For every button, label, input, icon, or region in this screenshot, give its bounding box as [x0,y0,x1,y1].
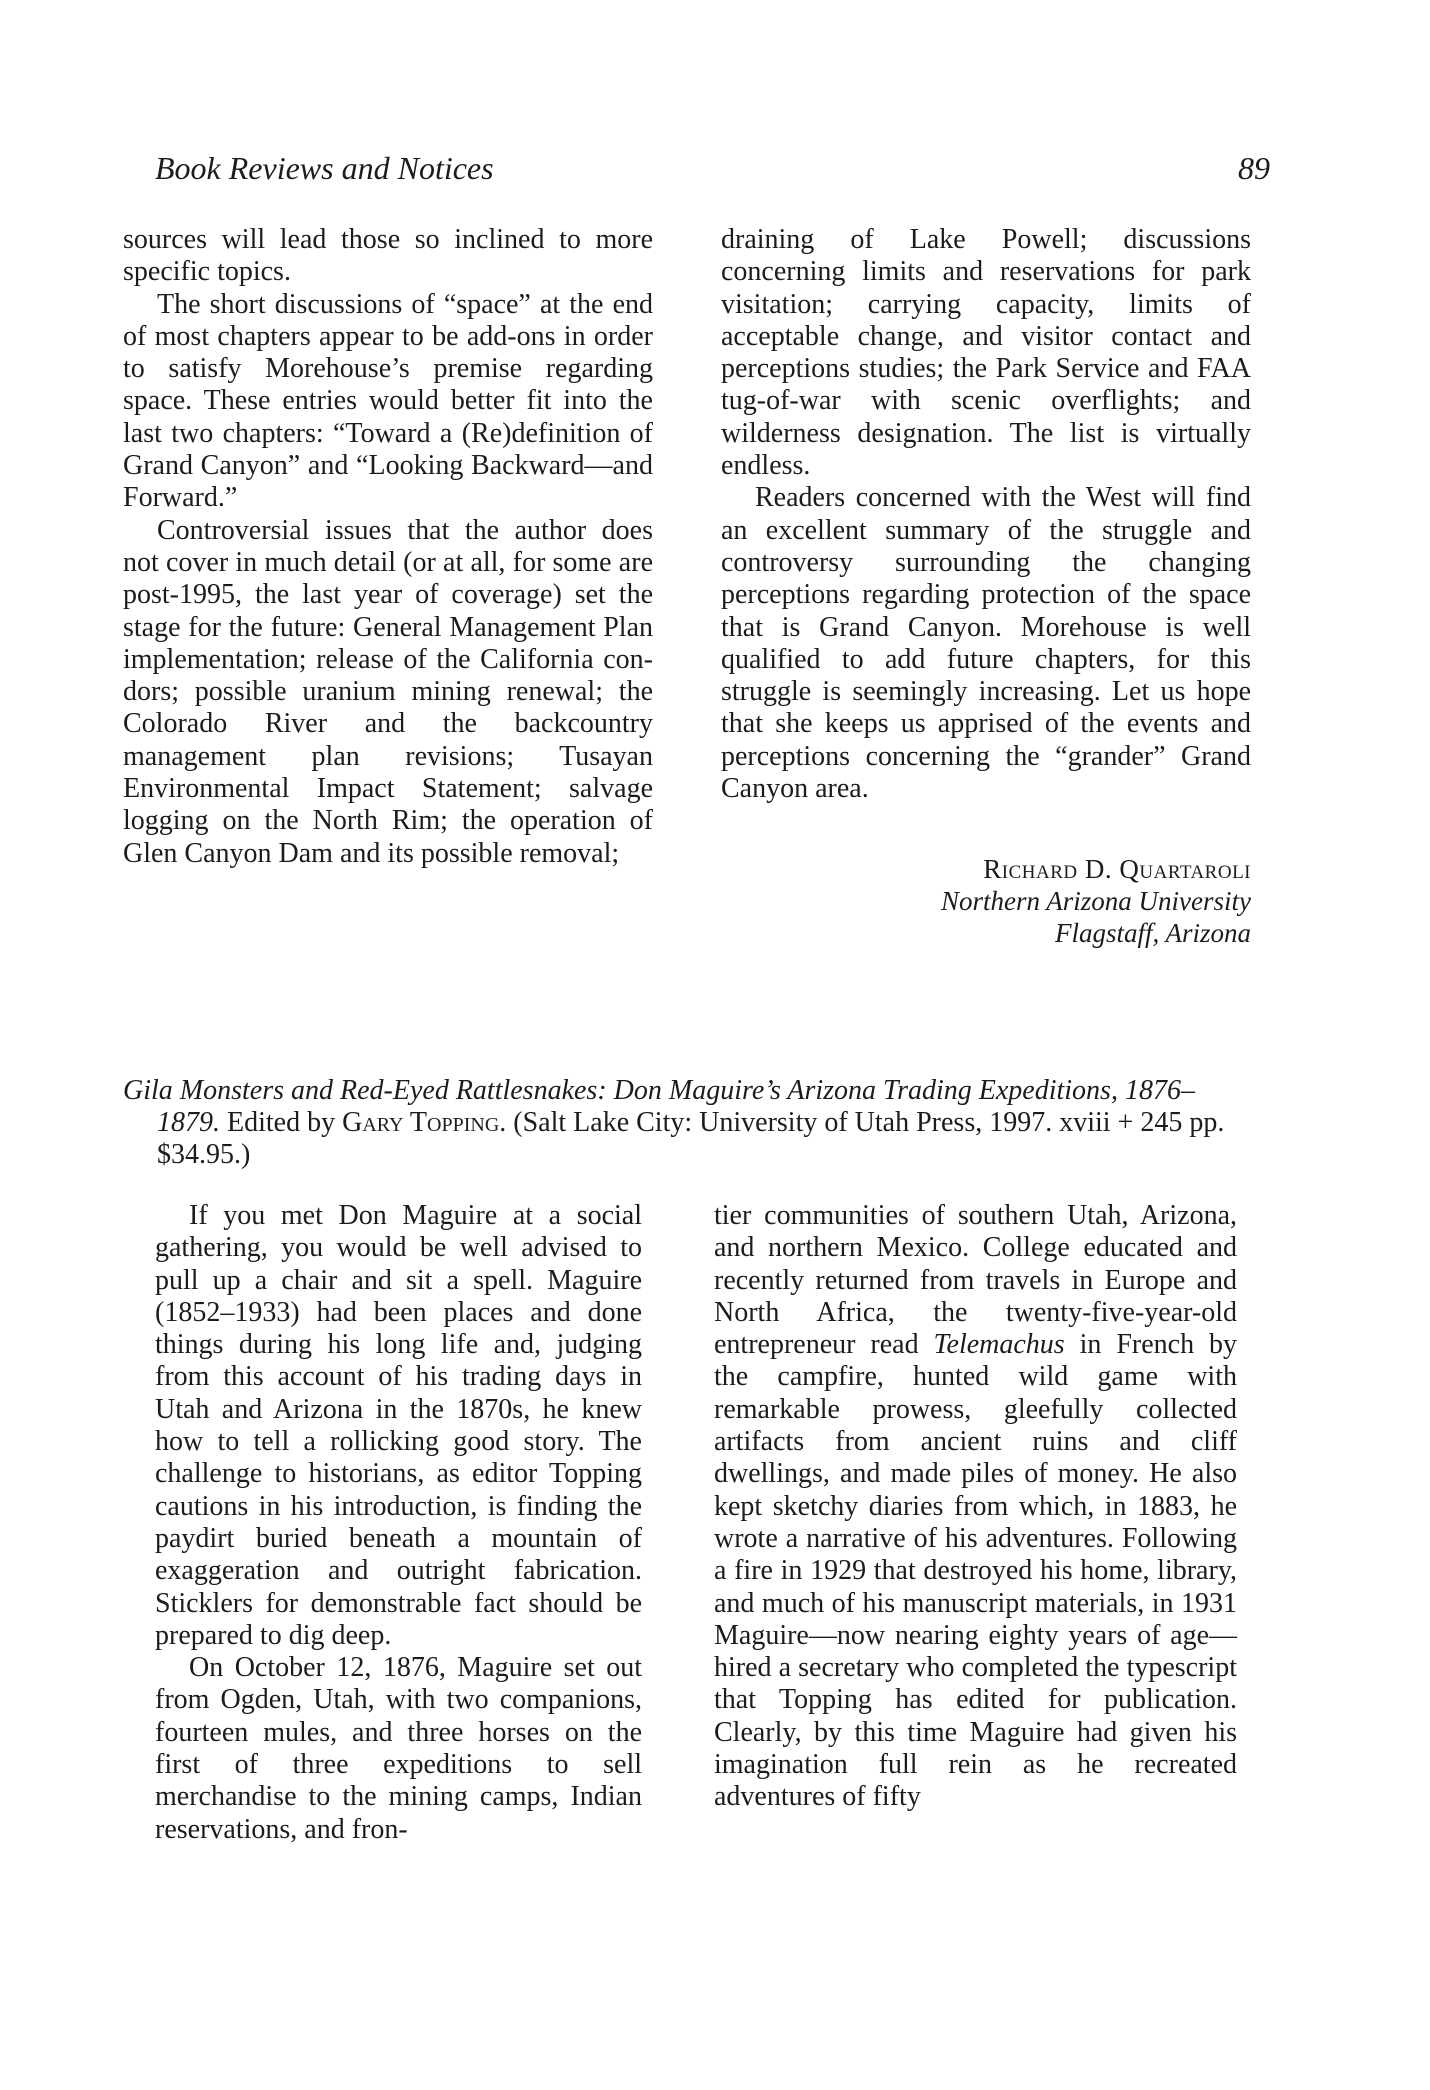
reviewer-name: Richard D. Quartaroli [983,854,1251,885]
paragraph: On October 12, 1876, Maguire set out from Ogden, Utah, with two companions, fourteen mules, and three horses on the first of three expeditions to sell merchandise to the mining camps, Indian reservations, and fron- [155,1652,642,1845]
edited-by: Edited by [227,1107,336,1138]
reviewer-signature [721,853,1251,949]
text-span: in French by the campfire, hunted wild game with remarkable prowess, gleefully collected artifacts from ancient ruins and cliff dwellings, and made piles of money. He also kept sketchy diaries from which, in 1883, he wrote a narrative of his adventures. Following a fire in 1929 that destroyed his home, library, and much of his manuscript materials, in 1931 Maguire—now nearing eighty years of age—hired a secretary who completed the typescript that Topping has edited for publication. Clearly, by this time Maguire had given his imagination full rein as he recreated adventures of fifty [714,1329,1238,1813]
reviewer-affiliation: Northern Arizona University [941,886,1251,917]
book-editor: Gary Topping. [342,1107,507,1138]
book-title: Gila Monsters and Red-Eyed Rattlesnakes: Don Maguire’s Arizona Trading Expeditions, 1876–1879. [123,1075,1195,1138]
review2-right-column [714,1200,1237,1814]
paragraph: The short discussions of “space” at the end of most chapters appear to be add-ons in order to satisfy Morehouse’s premise regarding space. These entries would better fit into the last two chapters: “Toward a (Re)definition of Grand Canyon” and “Looking Backward—and Forward.” [123,288,653,514]
review1-left-column [123,224,653,870]
book-title-telemachus: Telemachus [933,1329,1065,1361]
running-head [155,150,1270,187]
book-citation [123,1075,1251,1171]
running-title: Book Reviews and Notices [155,150,494,186]
text-span: tier communities of southern Utah, Arizona, and northern Mexico. College educated and recently returned from travels in Europe and North Africa, the twenty-five-year-old entrepreneur read [714,1200,1237,1361]
paragraph: Readers concerned with the West will find an excellent summary of the struggle and controversy surrounding the changing perceptions regarding protection of the space that is Grand Canyon. Morehouse is well qualified to add future chapters, for this struggle is seemingly increasing. Let us hope that she keeps us apprised of the events and perceptions concerning the “grander” Grand Canyon area. [721,482,1251,805]
page-number: 89 [1238,150,1270,186]
review1-right-column [721,224,1251,949]
review2-left-column [155,1200,642,1846]
paragraph: draining of Lake Powell; discussions concerning limits and reservations for park visitation; carrying capacity, limits of acceptable change, and visitor contact and perceptions studies; the Park Service and FAA tug-of-war with scenic overflights; and wilderness designation. The list is virtually endless. [721,224,1251,482]
paragraph: sources will lead those so inclined to more specific topics. [123,224,653,288]
paragraph: If you met Don Maguire at a social gathering, you would be well advised to pull up a chair and sit a spell. Maguire (1852–1933) had been places and done things during his long life and, judging from this account of his trading days in Utah and Arizona in the 1870s, he knew how to tell a rollicking good story. The challenge to historians, as editor Topping cautions in his introduction, is finding the paydirt buried beneath a mountain of exaggeration and outright fabrication. Sticklers for demonstrable fact should be prepared to dig deep. [155,1200,642,1651]
reviewer-location: Flagstaff, Arizona [1054,918,1251,949]
paragraph [714,1200,1237,1814]
paragraph: Controversial issues that the author does not cover in much detail (or at all, for some are post-1995, the last year of coverage) set the stage for the future: General Management Plan implementation; release of the California condors; possible uranium mining renewal; the Colorado River and the backcountry management plan revisions; Tusayan Environmental Impact Statement; salvage logging on the North Rim; the operation of Glen Canyon Dam and its possible removal; [123,514,653,869]
publication-info: (Salt Lake City: University of Utah Press, 1997. xviii + 245 pp. $34.95.) [157,1107,1225,1170]
